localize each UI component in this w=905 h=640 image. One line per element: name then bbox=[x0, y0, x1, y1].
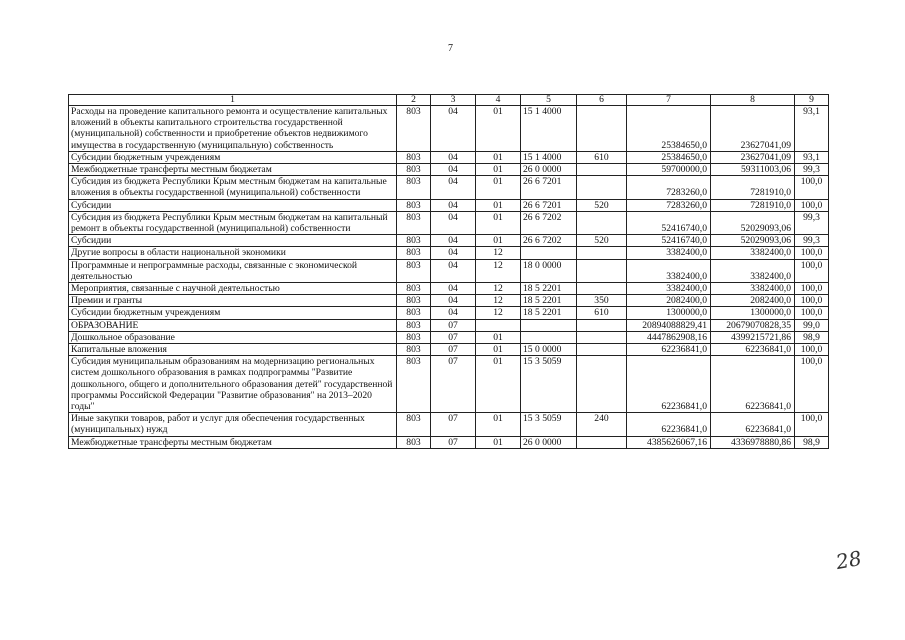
cell-actual: 3382400,0 bbox=[711, 259, 795, 282]
cell-percent: 98,9 bbox=[795, 436, 829, 448]
cell-subsection: 01 bbox=[476, 356, 521, 413]
cell-percent: 100,0 bbox=[795, 413, 829, 436]
cell-subsection: 01 bbox=[476, 211, 521, 234]
cell-subsection: 01 bbox=[476, 413, 521, 436]
row-name: Премии и гранты bbox=[69, 295, 397, 307]
column-header: 1 bbox=[69, 95, 397, 106]
cell-section: 04 bbox=[431, 307, 476, 319]
cell-actual: 52029093,06 bbox=[711, 211, 795, 234]
row-name: Субсидия из бюджета Республики Крым местным бюджетам на капитальные вложения в объекты государственной (муниципальной) собственности bbox=[69, 176, 397, 199]
row-name: Межбюджетные трансферты местным бюджетам bbox=[69, 164, 397, 176]
table-row bbox=[69, 331, 829, 343]
cell-planned: 52416740,0 bbox=[627, 235, 711, 247]
cell-actual: 4336978880,86 bbox=[711, 436, 795, 448]
cell-chapter: 803 bbox=[397, 413, 431, 436]
cell-actual: 62236841,0 bbox=[711, 344, 795, 356]
cell-section: 04 bbox=[431, 106, 476, 152]
cell-percent: 100,0 bbox=[795, 344, 829, 356]
table-row bbox=[69, 436, 829, 448]
cell-subsection: 12 bbox=[476, 283, 521, 295]
cell-expense-type: 610 bbox=[577, 307, 627, 319]
cell-planned: 62236841,0 bbox=[627, 413, 711, 436]
cell-target-article: 26 0 0000 bbox=[521, 164, 577, 176]
cell-subsection: 12 bbox=[476, 259, 521, 282]
cell-actual: 1300000,0 bbox=[711, 307, 795, 319]
cell-chapter: 803 bbox=[397, 344, 431, 356]
cell-subsection bbox=[476, 319, 521, 331]
cell-section: 04 bbox=[431, 259, 476, 282]
cell-target-article: 15 1 4000 bbox=[521, 151, 577, 163]
cell-target-article bbox=[521, 319, 577, 331]
column-header: 5 bbox=[521, 95, 577, 106]
cell-percent: 99,3 bbox=[795, 211, 829, 234]
cell-expense-type: 610 bbox=[577, 151, 627, 163]
column-header: 4 bbox=[476, 95, 521, 106]
column-header: 8 bbox=[711, 95, 795, 106]
cell-planned: 62236841,0 bbox=[627, 344, 711, 356]
cell-section: 07 bbox=[431, 436, 476, 448]
cell-actual: 62236841,0 bbox=[711, 413, 795, 436]
cell-target-article bbox=[521, 247, 577, 259]
cell-expense-type: 240 bbox=[577, 413, 627, 436]
column-header: 9 bbox=[795, 95, 829, 106]
cell-chapter: 803 bbox=[397, 356, 431, 413]
cell-section: 07 bbox=[431, 319, 476, 331]
budget-table bbox=[68, 94, 829, 449]
cell-chapter: 803 bbox=[397, 331, 431, 343]
cell-chapter: 803 bbox=[397, 176, 431, 199]
row-name: Мероприятия, связанные с научной деятельностью bbox=[69, 283, 397, 295]
cell-expense-type bbox=[577, 344, 627, 356]
cell-subsection: 01 bbox=[476, 176, 521, 199]
row-name: Расходы на проведение капитального ремонта и осуществление капитальных вложений в объекты капитального строительства государственной (муниципальной) собственности и приобретение объектов недвижимого имущества в государственную (муниципальную) собственность bbox=[69, 106, 397, 152]
column-header: 3 bbox=[431, 95, 476, 106]
cell-actual: 2082400,0 bbox=[711, 295, 795, 307]
row-name: ОБРАЗОВАНИЕ bbox=[69, 319, 397, 331]
cell-target-article: 18 5 2201 bbox=[521, 295, 577, 307]
cell-planned: 62236841,0 bbox=[627, 356, 711, 413]
cell-subsection: 01 bbox=[476, 331, 521, 343]
cell-actual: 23627041,09 bbox=[711, 151, 795, 163]
cell-expense-type bbox=[577, 283, 627, 295]
row-name: Субсидии bbox=[69, 199, 397, 211]
cell-chapter: 803 bbox=[397, 106, 431, 152]
cell-expense-type bbox=[577, 247, 627, 259]
table-row bbox=[69, 344, 829, 356]
cell-subsection: 12 bbox=[476, 247, 521, 259]
cell-percent: 100,0 bbox=[795, 176, 829, 199]
cell-target-article: 26 6 7201 bbox=[521, 199, 577, 211]
cell-actual: 7281910,0 bbox=[711, 176, 795, 199]
column-header: 6 bbox=[577, 95, 627, 106]
cell-expense-type: 520 bbox=[577, 235, 627, 247]
table-row bbox=[69, 247, 829, 259]
cell-chapter: 803 bbox=[397, 319, 431, 331]
cell-planned: 52416740,0 bbox=[627, 211, 711, 234]
cell-percent: 100,0 bbox=[795, 307, 829, 319]
table-row bbox=[69, 356, 829, 413]
cell-chapter: 803 bbox=[397, 436, 431, 448]
cell-target-article: 15 0 0000 bbox=[521, 344, 577, 356]
cell-actual: 59311003,06 bbox=[711, 164, 795, 176]
cell-target-article: 15 3 5059 bbox=[521, 413, 577, 436]
cell-planned: 1300000,0 bbox=[627, 307, 711, 319]
cell-expense-type: 350 bbox=[577, 295, 627, 307]
cell-percent: 99,3 bbox=[795, 164, 829, 176]
cell-actual: 4399215721,86 bbox=[711, 331, 795, 343]
table-row bbox=[69, 164, 829, 176]
cell-actual: 62236841,0 bbox=[711, 356, 795, 413]
cell-target-article: 18 5 2201 bbox=[521, 307, 577, 319]
row-name: Субсидия из бюджета Республики Крым местным бюджетам на капитальный ремонт в объекты государственной (муниципальной) собственности bbox=[69, 211, 397, 234]
cell-section: 07 bbox=[431, 331, 476, 343]
cell-subsection: 01 bbox=[476, 199, 521, 211]
cell-expense-type bbox=[577, 331, 627, 343]
cell-chapter: 803 bbox=[397, 247, 431, 259]
row-name: Субсидия муниципальным образованиям на модернизацию региональных систем дошкольного образования в рамках подпрограммы "Развитие дошкольного, общего и дополнительного образования детей" государственной программы Российской Федерации "Развитие образования" на 2013–2020 годы" bbox=[69, 356, 397, 413]
cell-subsection: 01 bbox=[476, 106, 521, 152]
cell-planned: 3382400,0 bbox=[627, 247, 711, 259]
cell-chapter: 803 bbox=[397, 164, 431, 176]
cell-chapter: 803 bbox=[397, 235, 431, 247]
table-row bbox=[69, 176, 829, 199]
cell-section: 04 bbox=[431, 199, 476, 211]
cell-expense-type bbox=[577, 211, 627, 234]
cell-expense-type bbox=[577, 356, 627, 413]
table-row bbox=[69, 319, 829, 331]
cell-planned: 25384650,0 bbox=[627, 151, 711, 163]
cell-percent: 93,1 bbox=[795, 106, 829, 152]
cell-expense-type bbox=[577, 259, 627, 282]
row-name: Другие вопросы в области национальной экономики bbox=[69, 247, 397, 259]
cell-expense-type bbox=[577, 436, 627, 448]
page-number: 7 bbox=[448, 43, 453, 54]
cell-percent: 100,0 bbox=[795, 283, 829, 295]
cell-actual: 3382400,0 bbox=[711, 247, 795, 259]
cell-expense-type bbox=[577, 319, 627, 331]
table-header-row bbox=[69, 95, 829, 106]
cell-subsection: 12 bbox=[476, 307, 521, 319]
cell-expense-type bbox=[577, 176, 627, 199]
cell-chapter: 803 bbox=[397, 199, 431, 211]
cell-section: 04 bbox=[431, 164, 476, 176]
cell-section: 04 bbox=[431, 176, 476, 199]
cell-percent: 100,0 bbox=[795, 295, 829, 307]
cell-target-article: 18 5 2201 bbox=[521, 283, 577, 295]
row-name: Иные закупки товаров, работ и услуг для обеспечения государственных (муниципальных) нужд bbox=[69, 413, 397, 436]
cell-subsection: 01 bbox=[476, 436, 521, 448]
row-name: Субсидии бюджетным учреждениям bbox=[69, 307, 397, 319]
cell-target-article: 18 0 0000 bbox=[521, 259, 577, 282]
cell-subsection: 01 bbox=[476, 344, 521, 356]
cell-chapter: 803 bbox=[397, 211, 431, 234]
cell-subsection: 01 bbox=[476, 164, 521, 176]
table-row bbox=[69, 259, 829, 282]
cell-planned: 25384650,0 bbox=[627, 106, 711, 152]
cell-percent: 100,0 bbox=[795, 199, 829, 211]
cell-percent: 100,0 bbox=[795, 259, 829, 282]
cell-section: 04 bbox=[431, 151, 476, 163]
cell-expense-type bbox=[577, 164, 627, 176]
cell-target-article: 26 6 7202 bbox=[521, 235, 577, 247]
cell-actual: 7281910,0 bbox=[711, 199, 795, 211]
table-row bbox=[69, 283, 829, 295]
cell-section: 04 bbox=[431, 211, 476, 234]
cell-planned: 4385626067,16 bbox=[627, 436, 711, 448]
cell-percent: 100,0 bbox=[795, 247, 829, 259]
cell-subsection: 12 bbox=[476, 295, 521, 307]
cell-subsection: 01 bbox=[476, 235, 521, 247]
cell-planned: 7283260,0 bbox=[627, 176, 711, 199]
cell-planned: 3382400,0 bbox=[627, 283, 711, 295]
cell-planned: 59700000,0 bbox=[627, 164, 711, 176]
row-name: Программные и непрограммные расходы, связанные с экономической деятельностью bbox=[69, 259, 397, 282]
cell-chapter: 803 bbox=[397, 151, 431, 163]
table-row bbox=[69, 413, 829, 436]
table-row bbox=[69, 211, 829, 234]
cell-expense-type bbox=[577, 106, 627, 152]
cell-section: 07 bbox=[431, 413, 476, 436]
table-row bbox=[69, 295, 829, 307]
cell-actual: 20679070828,35 bbox=[711, 319, 795, 331]
cell-expense-type: 520 bbox=[577, 199, 627, 211]
cell-planned: 2082400,0 bbox=[627, 295, 711, 307]
column-header: 2 bbox=[397, 95, 431, 106]
cell-planned: 20894088829,41 bbox=[627, 319, 711, 331]
cell-percent: 93,1 bbox=[795, 151, 829, 163]
cell-chapter: 803 bbox=[397, 259, 431, 282]
table-row bbox=[69, 235, 829, 247]
cell-percent: 99,0 bbox=[795, 319, 829, 331]
row-name: Капитальные вложения bbox=[69, 344, 397, 356]
cell-chapter: 803 bbox=[397, 283, 431, 295]
cell-chapter: 803 bbox=[397, 295, 431, 307]
cell-actual: 23627041,09 bbox=[711, 106, 795, 152]
cell-percent: 98,9 bbox=[795, 331, 829, 343]
cell-section: 04 bbox=[431, 247, 476, 259]
cell-planned: 7283260,0 bbox=[627, 199, 711, 211]
handwritten-page-mark: 28 bbox=[834, 545, 864, 575]
cell-percent: 99,3 bbox=[795, 235, 829, 247]
cell-chapter: 803 bbox=[397, 307, 431, 319]
cell-percent: 100,0 bbox=[795, 356, 829, 413]
cell-planned: 4447862908,16 bbox=[627, 331, 711, 343]
row-name: Субсидии бюджетным учреждениям bbox=[69, 151, 397, 163]
row-name: Дошкольное образование bbox=[69, 331, 397, 343]
cell-subsection: 01 bbox=[476, 151, 521, 163]
table-row bbox=[69, 307, 829, 319]
row-name: Межбюджетные трансферты местным бюджетам bbox=[69, 436, 397, 448]
column-header: 7 bbox=[627, 95, 711, 106]
cell-section: 07 bbox=[431, 356, 476, 413]
cell-target-article bbox=[521, 331, 577, 343]
table-row bbox=[69, 151, 829, 163]
cell-planned: 3382400,0 bbox=[627, 259, 711, 282]
row-name: Субсидии bbox=[69, 235, 397, 247]
cell-section: 07 bbox=[431, 344, 476, 356]
cell-section: 04 bbox=[431, 235, 476, 247]
cell-section: 04 bbox=[431, 295, 476, 307]
cell-actual: 52029093,06 bbox=[711, 235, 795, 247]
cell-target-article: 26 6 7201 bbox=[521, 176, 577, 199]
cell-section: 04 bbox=[431, 283, 476, 295]
cell-actual: 3382400,0 bbox=[711, 283, 795, 295]
table-row bbox=[69, 106, 829, 152]
cell-target-article: 15 1 4000 bbox=[521, 106, 577, 152]
cell-target-article: 26 0 0000 bbox=[521, 436, 577, 448]
cell-target-article: 15 3 5059 bbox=[521, 356, 577, 413]
table-row bbox=[69, 199, 829, 211]
cell-target-article: 26 6 7202 bbox=[521, 211, 577, 234]
